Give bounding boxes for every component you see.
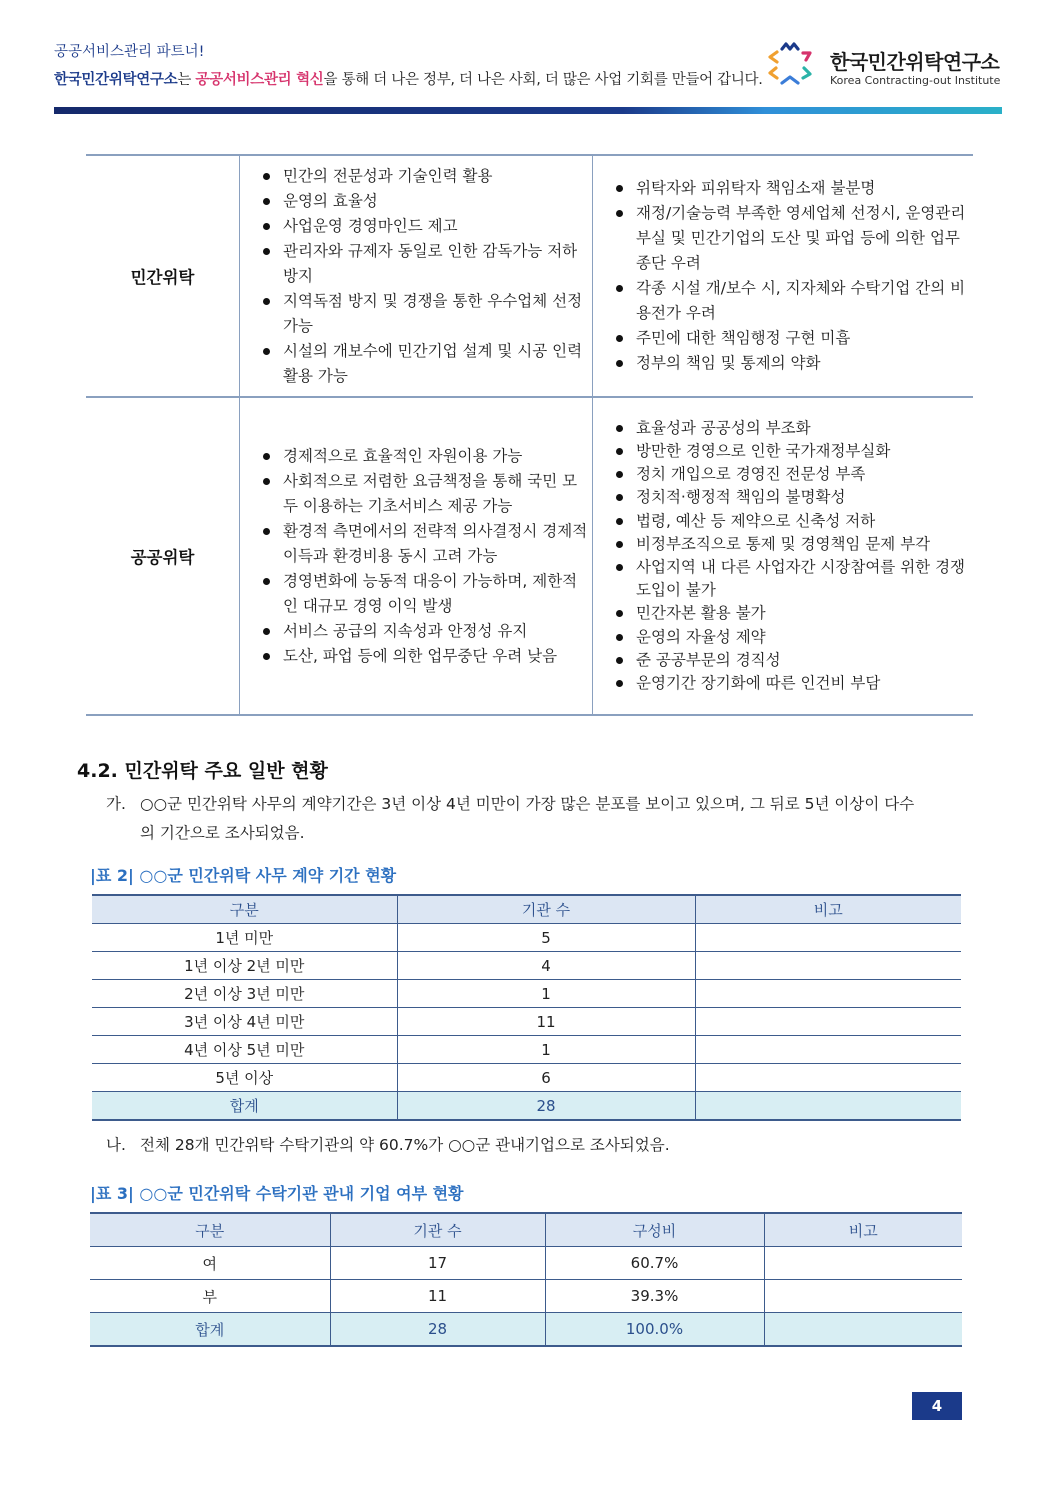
table-header-row — [92, 895, 961, 924]
table-row — [92, 1008, 961, 1036]
table-cell — [695, 1008, 961, 1036]
table-row — [90, 1280, 962, 1313]
table-cell: 부 — [90, 1280, 330, 1313]
table-row — [92, 952, 961, 980]
list-item: 사업지역 내 다른 사업자간 시장참여를 위한 경쟁 도입이 불가 — [636, 556, 972, 602]
table-cell — [695, 1064, 961, 1092]
table-row — [92, 924, 961, 952]
list-item: 운영기간 장기화에 따른 인건비 부담 — [636, 672, 972, 695]
table-row — [92, 980, 961, 1008]
table-cell: 5 — [397, 924, 695, 952]
list-item: 경영변화에 능동적 대응이 가능하며, 제한적인 대규모 경영 이익 발생 — [283, 569, 591, 619]
list-item: 법령, 예산 등 제약으로 신축성 저하 — [636, 510, 972, 533]
list-item: 방만한 경영으로 인한 국가재정부실화 — [636, 440, 972, 463]
list-item: 경제적으로 효율적인 자원이용 가능 — [283, 444, 591, 469]
table-cell: 17 — [330, 1247, 545, 1280]
column-header: 비고 — [695, 895, 961, 924]
table-cell: 28 — [330, 1313, 545, 1347]
table-header-row — [90, 1213, 962, 1247]
list-item: 운영의 자율성 제약 — [636, 626, 972, 649]
column-header: 구분 — [92, 895, 397, 924]
local-company-table — [90, 1212, 962, 1347]
column-header: 기관 수 — [397, 895, 695, 924]
table-cell: 1년 미만 — [92, 924, 397, 952]
paragraph-a — [106, 790, 972, 848]
table-cell — [695, 1036, 961, 1064]
list-item: 정치적·행정적 책임의 불명확성 — [636, 486, 972, 509]
list-item: 효율성과 공공성의 부조화 — [636, 417, 972, 440]
table-cell — [695, 952, 961, 980]
column-header: 기관 수 — [330, 1213, 545, 1247]
table-cell: 39.3% — [545, 1280, 764, 1313]
table-cell: 합계 — [90, 1313, 330, 1347]
list-item: 사업운영 경영마인드 제고 — [283, 214, 591, 239]
table-cell — [764, 1280, 962, 1313]
list-item: 시설의 개보수에 민간기업 설계 및 시공 인력 활용 가능 — [283, 339, 591, 389]
table-cell: 여 — [90, 1247, 330, 1280]
list-item: 지역독점 방지 및 경쟁을 통한 우수업체 선정 가능 — [283, 289, 591, 339]
paragraph-a-line1 — [106, 790, 972, 819]
table-cell: 4 — [397, 952, 695, 980]
star-emblem-icon — [766, 40, 814, 88]
table-cell — [764, 1313, 962, 1347]
table-total-row — [90, 1313, 962, 1347]
list-item: 재정/기술능력 부족한 영세업체 선정시, 운영관리 부실 및 민간기업의 도산 및 파업 등에 의한 업무 종단 우려 — [636, 201, 972, 276]
logo-name-korean: 한국민간위탁연구소 — [830, 50, 1000, 74]
advantages-cell — [240, 397, 593, 715]
table-cell: 1 — [397, 1036, 695, 1064]
list-item: 서비스 공급의 지속성과 안정성 유지 — [283, 619, 591, 644]
row-label: 공공위탁 — [86, 397, 240, 715]
disadvantages-list — [594, 417, 972, 695]
list-item: 운영의 효율성 — [283, 189, 591, 214]
disadvantages-cell — [593, 397, 974, 715]
table-row — [90, 1247, 962, 1280]
table-total-row — [92, 1092, 961, 1121]
institute-logo — [766, 40, 1006, 90]
table-cell — [695, 924, 961, 952]
table-cell: 11 — [330, 1280, 545, 1313]
row-label: 민간위탁 — [86, 155, 240, 397]
header-text — [54, 40, 763, 89]
table2-caption: |표 2| ○○군 민간위탁 사무 계약 기간 현황 — [90, 866, 397, 885]
list-item: 정부의 책임 및 통제의 약화 — [636, 351, 972, 376]
column-header: 구성비 — [545, 1213, 764, 1247]
table-cell: 6 — [397, 1064, 695, 1092]
intro-rest: 을 통해 더 나은 정부, 더 나은 사회, 더 많은 사업 기회를 만들어 갑니다. — [323, 72, 763, 88]
table-cell: 5년 이상 — [92, 1064, 397, 1092]
table-row — [92, 1064, 961, 1092]
table-cell: 2년 이상 3년 미만 — [92, 980, 397, 1008]
list-item: 위탁자와 피위탁자 책임소재 불분명 — [636, 176, 972, 201]
list-item: 주민에 대한 책임행정 구현 미흡 — [636, 326, 972, 351]
list-item: 환경적 측면에서의 전략적 의사결정시 경제적 이득과 환경비용 동시 고려 가능 — [283, 519, 591, 569]
table-cell: 합계 — [92, 1092, 397, 1121]
paragraph-marker: 나. — [106, 1136, 126, 1154]
column-header: 비고 — [764, 1213, 962, 1247]
table-cell — [695, 980, 961, 1008]
header-divider — [54, 107, 1002, 114]
table-cell — [695, 1092, 961, 1121]
list-item: 정치 개입으로 경영진 전문성 부족 — [636, 463, 972, 486]
paragraph-a-line2: 의 기간으로 조사되었음. — [140, 824, 305, 842]
list-item: 도산, 파업 등에 의한 업무중단 우려 낮음 — [283, 644, 591, 669]
intro-keyword: 공공서비스관리 혁신 — [195, 72, 324, 88]
contract-period-table — [92, 894, 961, 1121]
table3-caption: |표 3| ○○군 민간위탁 수탁기관 관내 기업 여부 현황 — [90, 1184, 464, 1203]
paragraph-text: ○○군 민간위탁 사무의 계약기간은 3년 이상 4년 미만이 가장 많은 분포를 보이고 있으며, 그 뒤로 5년 이상이 다수 — [140, 795, 915, 813]
table-cell: 1 — [397, 980, 695, 1008]
section-title: 4.2. 민간위탁 주요 일반 현황 — [77, 760, 328, 782]
advantages-list — [241, 444, 591, 669]
list-item: 각종 시설 개/보수 시, 지자체와 수탁기업 간의 비용전가 우려 — [636, 276, 972, 326]
advantages-list — [241, 164, 591, 389]
table-cell: 100.0% — [545, 1313, 764, 1347]
tagline: 공공서비스관리 파트너! — [54, 44, 205, 60]
list-item: 민간자본 활용 불가 — [636, 602, 972, 625]
list-item: 준 공공부문의 경직성 — [636, 649, 972, 672]
table-cell: 60.7% — [545, 1247, 764, 1280]
table-cell: 3년 이상 4년 미만 — [92, 1008, 397, 1036]
comparison-row-public — [86, 397, 973, 715]
disadvantages-cell — [593, 155, 974, 397]
table-cell: 4년 이상 5년 미만 — [92, 1036, 397, 1064]
paragraph-b — [106, 1131, 972, 1160]
comparison-row-private — [86, 155, 973, 397]
intro-org: 한국민간위탁연구소 — [54, 72, 178, 88]
intro-line — [54, 68, 763, 89]
list-item: 비정부조직으로 통제 및 경영책임 문제 부각 — [636, 533, 972, 556]
intro-particle: 는 — [177, 72, 196, 88]
column-header: 구분 — [90, 1213, 330, 1247]
advantages-cell — [240, 155, 593, 397]
logo-name-english: Korea Contracting-out Institute — [830, 74, 1001, 87]
table-cell — [764, 1247, 962, 1280]
table-cell: 28 — [397, 1092, 695, 1121]
table-cell: 11 — [397, 1008, 695, 1036]
table-cell: 1년 이상 2년 미만 — [92, 952, 397, 980]
page-number: 4 — [912, 1392, 962, 1420]
paragraph-text: 전체 28개 민간위탁 수탁기관의 약 60.7%가 ○○군 관내기업으로 조사되었음. — [140, 1136, 670, 1154]
table-row — [92, 1036, 961, 1064]
paragraph-marker: 가. — [106, 795, 126, 813]
comparison-table — [86, 154, 973, 716]
list-item: 민간의 전문성과 기술인력 활용 — [283, 164, 591, 189]
list-item: 사회적으로 저렴한 요금책정을 통해 국민 모두 이용하는 기초서비스 제공 가능 — [283, 469, 591, 519]
disadvantages-list — [594, 176, 972, 376]
list-item: 관리자와 규제자 동일로 인한 감독가능 저하 방지 — [283, 239, 591, 289]
